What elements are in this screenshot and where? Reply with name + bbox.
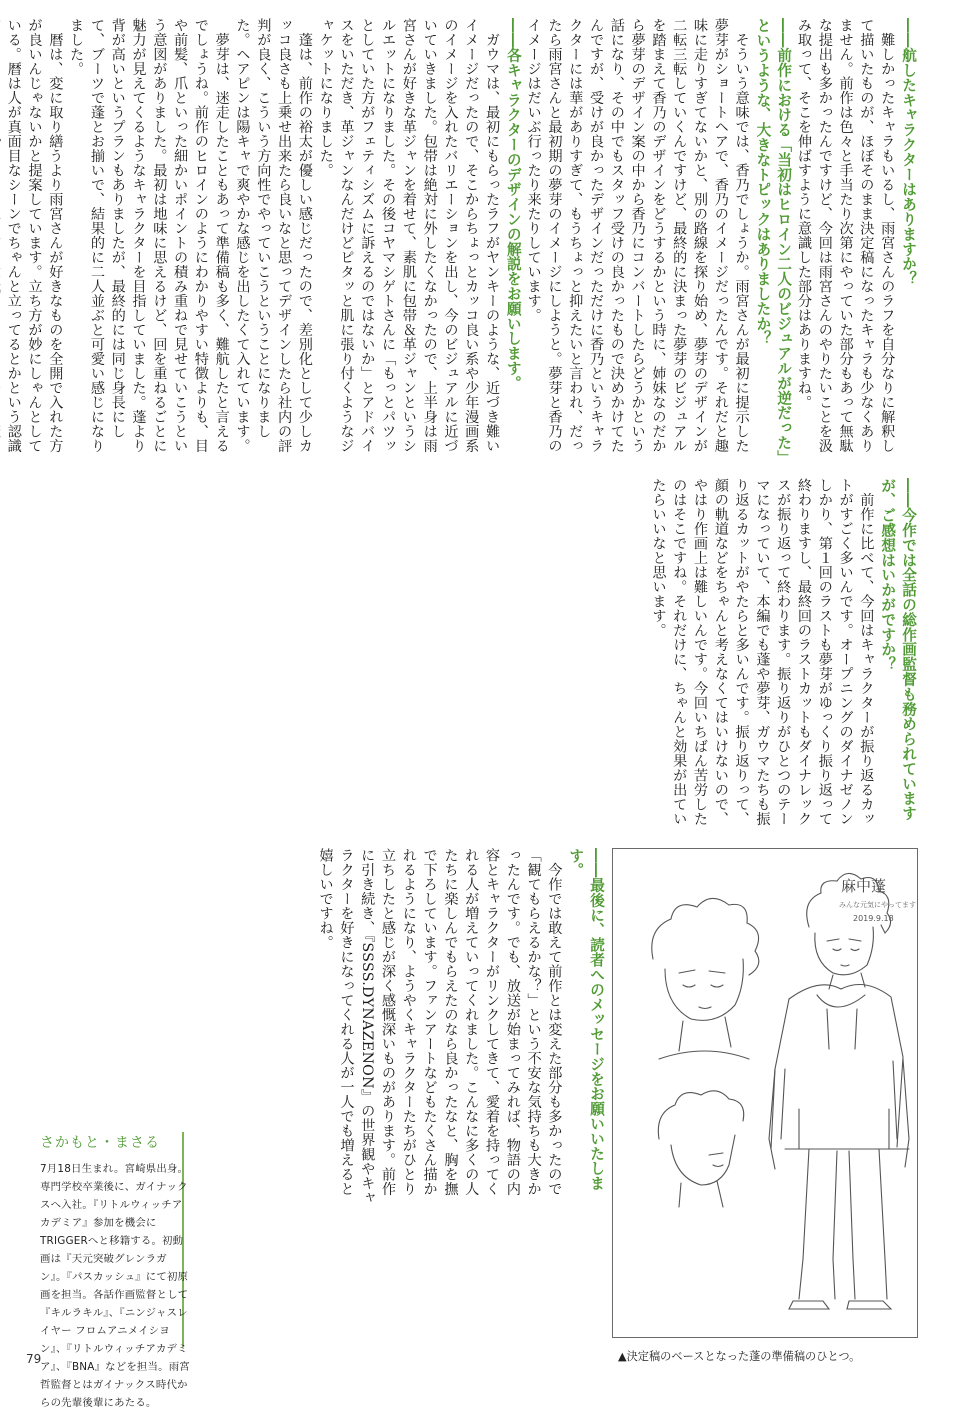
sketch-date: 2019.9.18 — [853, 914, 894, 923]
interview-question: ――航したキャラクターはありますか？ — [900, 18, 917, 287]
profile-bio: 7月18日生まれ。宮崎県出身。専門学校卒業後に、ガイナックスへ入社。『リトルウィッチアカデミア』参加を機会にTRIGGERへと移籍する。初動画は『天元突破グレンラガン』。『パスカッシュ』にて初原画を担当。各話作画監督として『キルラキル』、『ニンジャスレイヤー フロムアニメイシヨン』、『リトルウィッチアカデミア』、『BNA』などを担当。雨宮哲監督とはガイナックス時代からの先輩後輩にあたる。 — [40, 1163, 190, 1409]
sketch-drawing — [613, 849, 917, 1337]
sketch-signature: 麻中蓬 — [841, 877, 887, 895]
interview-text-middle — [36, 478, 918, 836]
interview-answer: ガウマは、最初にもらったラフがヤンキーのような、近づき難いイメージだったので、そこからちょっとカッコ良い系や少年漫画系のイメージを入れたバリエーションを出し、今のビジュアルに近づいていきました。包帯は絶対に外したくなかったので、上半身は雨宮さんが好きな革ジャンを着せて、素肌に包帯＆革ジャンというシルエットになりました。その後コヤマシゲトさんに「もっとパツッとしていた方がフェティシズムに訴えるのではないか」とアドバイスをいただき、革ジャンなんだけどピタッと肌に張り付くようなジャケットになりました。 — [317, 18, 501, 453]
interview-question: ――前作における「当初はヒロイン二人のビジュアルが逆だった」というような、大きなトピックはありましたか？ — [754, 18, 793, 465]
interview-answer: 暦は、変に取り繕うより雨宮さんが好きなものを全開で入れた方が良いんじゃないかと提案しています。立ち方が妙にしゃんとしている。暦は人が真面目なシーンでちゃんと立ってるとかという認識 — [5, 18, 64, 453]
interview-answer: 今作では敢えて前作とは変えた部分も多かったので「観てもらえるかな？」という不安な気持ちも大きかったんです。でも、放送が始まってみれば、物語の内容とキャラクターがリンクしてきて、愛着を持ってくれる人が増えていってくれました。こんなに多くの人たちに楽しんでもらえたのなら良かったなと、胸を撫で下ろしています。ファンアートなどもたくさん描かれるようになり、ようやくキャラクターたちがひとり立ちしたと感じが深く感慨深いものがあります。前作に引き続き、『SSSS.DYNAZENON』の世界観やキャラクターを好きになってくれる人が一人でも増えると嬉しいですね。 — [317, 848, 563, 1205]
sketch-signature-note: みんな元気にやってます — [839, 901, 916, 909]
creator-profile — [40, 1132, 190, 1412]
interview-question: ――各キャラクターのデザインの解説をお願いします。 — [504, 18, 522, 391]
interview-answer: 難しかったキャラもいるし、雨宮さんのラフを自分なりに解釈して描いたものが、ほぼそのまま決定稿になったキャラも少なくありません。前作は色々と手当たり次第にやっていた部分もあって無駄な提出も多かったんですけど、今回は雨宮さんのやりたいことを汲み取って、そこを伸ばすように意識した部分はありますね。 — [796, 18, 896, 453]
character-sketch-illustration — [612, 848, 918, 1338]
illustration-caption: ▲決定稿のベースとなった蓬の準備稿のひとつ。 — [618, 1350, 861, 1363]
interview-answer: 前作に比べて、今回はキャラクターが振り返るカットがすごく多いんです。オープニングのダイナゼノンしかり、第１回のラストも夢芽がゆっくり振り返って終わりますし、最終回のラストカットもダイナレックスが振り返って終わります。振り返りがひとつのテーマになっていて、本編でも蓬や夢芽、ガウマたちも振り返るカットがやたらと多いんです。振り返りって、顔の軌道などをちゃんと考えなくてはいけないので、やはり作画上は難しいんです。今回いちばん苦労したのはそこですね。それだけに、ちゃんと効果が出ていたらいいなと思います。 — [650, 478, 875, 826]
page-number: 79 — [26, 1352, 42, 1366]
profile-name: さかもと・まさる — [40, 1135, 160, 1151]
interview-answer: 蓬は、前作の裕太が優しい感じだったので、差別化として少しカッコ良さも上乗せ出来たら良いなと思ってデザインしたら社内の評判が良く、こういう方向性でやっていこうということになりました。ヘアピンは陽キャで爽やかな感じを出したくて入れています。 — [234, 18, 313, 453]
interview-text-upper — [5, 18, 918, 466]
interview-answer: そういう意味では、香乃でしょうか。雨宮さんが最初に提示した夢芽がショートヘアで、香乃のイメージだったんです。それだと趣味に走りすぎてないかと、別の路線を探り始め、夢芽のデザインが二転三転していくんですけど、最終的に決まった夢芽のビジュアルを踏まえて香乃のデザインをどうするかという時に、姉妹なのだから夢芽のデザイン案の中から香乃にコンバートしたらどうかという話になり、その中でもスタッフ受けの良かったもので決めかけてたんですが、受けが良かったデザインだっただけに香乃というキャラクターには華がありすぎて、もうちょっと抑えたいと言われ、だったら雨宮さんと最初期の夢芽のイメージにしようと。夢芽と香乃のイメージはだいぶ行ったり来たりしています。 — [525, 18, 750, 453]
interview-text-lower — [186, 848, 606, 1210]
interview-question: ――今作では全話の総作画監督も務められていますが、ご感想はいかがですか？ — [879, 478, 917, 821]
interview-answer: 夢芽は、迷走したこともあって準備稿も多く、難航したと言えるでしょうね。前作のヒロインのようにわかりやすい特徴よりも、目や前髪、爪といった細かいポイントの積み重ねで見せていこうという意図がありました。最初は地味に思えるけど、回を重ねるごとに魅力が見えてくるようなキャラクターを目指していました。蓬より背が高いというプランもありましたが、最終的には同じ身長にして、ブーツで蓬とお揃いで、結果的に二人並ぶと可愛い感じになりました。 — [68, 18, 230, 453]
interview-question: ――最後に、読者へのメッセージをお願いいたします。 — [567, 848, 605, 1191]
